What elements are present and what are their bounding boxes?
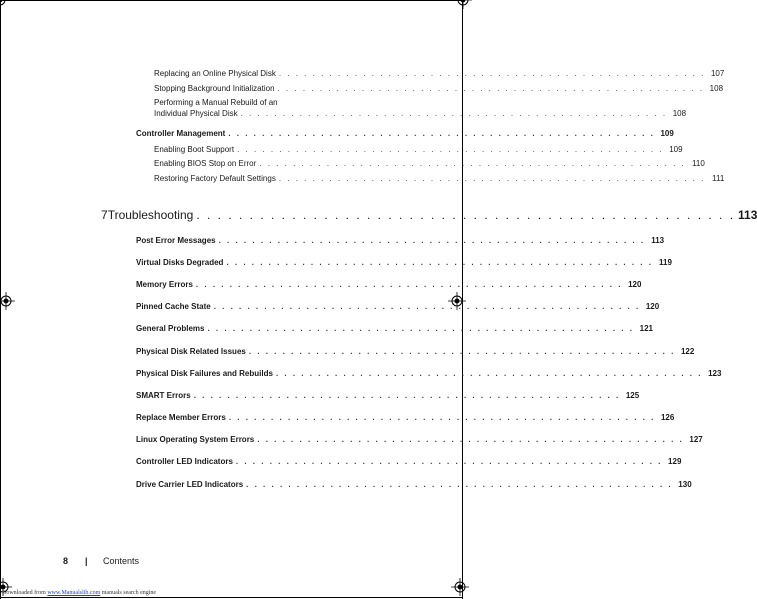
toc-entry-page: 107 <box>710 69 725 78</box>
toc-entry-label: Restoring Factory Default Settings <box>154 174 276 183</box>
toc-section-page: 127 <box>689 435 703 444</box>
toc-section-entry[interactable] <box>136 413 675 423</box>
toc-section-label: Post Error Messages <box>136 236 216 245</box>
toc-section-page: 113 <box>651 236 665 245</box>
toc-section-entry[interactable] <box>136 324 653 334</box>
toc-section-label: Controller Management <box>136 129 226 138</box>
toc-leader-dots: . . . . . . . . . . . . . . . . . . . . . . . . . . . . . . . . . . . . . . . . . . . . . . . . . . . <box>213 302 641 311</box>
registration-mark-top-left-icon <box>0 0 9 9</box>
toc-section-entry[interactable] <box>136 280 642 290</box>
toc-section-entry[interactable] <box>136 129 674 139</box>
toc-section-entry[interactable] <box>136 347 695 357</box>
toc-entry[interactable] <box>154 174 725 184</box>
registration-mark-left-middle-icon <box>0 292 15 310</box>
toc-section-page: 130 <box>678 480 692 489</box>
toc-section-label: Replace Member Errors <box>136 413 226 422</box>
toc-entry-label: Individual Physical Disk <box>154 109 238 118</box>
watermark-suffix: manuals search engine <box>100 590 157 596</box>
toc-leader-dots: . . . . . . . . . . . . . . . . . . . . . . . . . . . . . . . . . . . . . . . . . . . . . . . . . . . <box>248 347 676 356</box>
toc-leader-dots: . . . . . . . . . . . . . . . . . . . . . . . . . . . . . . . . . . . . . . . . . . . . . . . . . . . <box>240 109 668 118</box>
toc-section-label: Physical Disk Related Issues <box>136 347 246 356</box>
toc-leader-dots: . . . . . . . . . . . . . . . . . . . . . . . . . . . . . . . . . . . . . . . . . . . . . . . . . . . <box>207 324 634 333</box>
toc-leader-dots: . . . . . . . . . . . . . . . . . . . . . . . . . . . . . . . . . . . . . . . . . . . . . . . . . . . <box>218 236 646 245</box>
toc-section-page: 119 <box>659 258 672 267</box>
registration-mark-bottom-right-icon <box>451 578 469 596</box>
footer-section-name: Contents <box>103 556 140 566</box>
toc-section-entry[interactable] <box>136 457 682 467</box>
toc-section-entry[interactable] <box>136 258 672 268</box>
toc-leader-dots: . . . . . . . . . . . . . . . . . . . . . . . . . . . . . . . . . . . . . . . . . . . . . . . . . . . <box>257 435 684 444</box>
toc-entry-page: 109 <box>669 145 683 154</box>
toc-section-label: Virtual Disks Degraded <box>136 258 224 267</box>
toc-entry-label: Replacing an Online Physical Disk <box>154 69 276 78</box>
toc-leader-dots: . . . . . . . . . . . . . . . . . . . . . . . . . . . . . . . . . . . . . . . . . . . . . . . . . . . <box>275 369 703 378</box>
toc-leader-dots: . . . . . . . . . . . . . . . . . . . . . . . . . . . . . . . . . . . . . . . . . . . . . . . . . . . <box>259 159 686 168</box>
chapter-number: 7 <box>101 208 108 222</box>
toc-section-entry[interactable] <box>136 391 640 401</box>
toc-entry-page: 110 <box>692 159 705 168</box>
registration-mark-top-right-icon <box>454 0 472 9</box>
toc-entry-label: Enabling Boot Support <box>154 145 235 154</box>
toc-section-page: 109 <box>660 129 674 138</box>
toc-entry[interactable] <box>154 159 705 169</box>
toc-section-entry[interactable] <box>136 236 665 246</box>
toc-entry[interactable] <box>154 145 683 155</box>
toc-section-page: 125 <box>625 391 640 400</box>
toc-leader-dots: . . . . . . . . . . . . . . . . . . . . . . . . . . . . . . . . . . . . . . . . . . . . . . . . . . . <box>228 129 655 138</box>
chapter-title: Troubleshooting <box>107 208 194 222</box>
toc-section-page: 121 <box>639 324 653 333</box>
toc-leader-dots: . . . . . . . . . . . . . . . . . . . . . . . . . . . . . . . . . . . . . . . . . . . . . . . . . . . <box>278 69 706 78</box>
footer-page-number: 8 <box>63 556 69 566</box>
toc-section-page: 120 <box>645 302 660 311</box>
toc-section-label: Memory Errors <box>136 280 193 289</box>
toc-leader-dots: . . . . . . . . . . . . . . . . . . . . . . . . . . . . . . . . . . . . . . . . . . . . . . . . . . . <box>195 280 623 289</box>
toc-section-entry[interactable] <box>136 369 722 379</box>
toc-entry[interactable] <box>154 69 725 79</box>
toc-leader-dots: . . . . . . . . . . . . . . . . . . . . . . . . . . . . . . . . . . . . . . . . . . . . . . . . . . . <box>193 391 621 400</box>
toc-section-page: 129 <box>668 457 682 466</box>
toc-section-label: Drive Carrier LED Indicators <box>136 480 244 489</box>
toc-section-label: Controller LED Indicators <box>136 457 233 466</box>
toc-entry[interactable] <box>154 109 687 119</box>
toc-leader-dots: . . . . . . . . . . . . . . . . . . . . . . . . . . . . . . . . . . . . . . . . . . . . . . . . . . . <box>235 457 663 466</box>
toc-section-page: 126 <box>660 413 675 422</box>
watermark-link[interactable]: www.Manualslib.com <box>47 590 101 596</box>
toc-leader-dots: . . . . . . . . . . . . . . . . . . . . . . . . . . . . . . . . . . . . . . . . . . . . . . . . . . . <box>228 413 656 422</box>
chapter-page: 113 <box>738 208 757 222</box>
toc-chapter-entry[interactable] <box>101 208 757 223</box>
toc-section-page: 122 <box>680 347 695 356</box>
toc-leader-dots: . . . . . . . . . . . . . . . . . . . . . . . . . . . . . . . . . . . . . . . . . . . . . . . . . . . <box>277 84 705 93</box>
toc-leader-dots: . . . . . . . . . . . . . . . . . . . . . . . . . . . . . . . . . . . . . . . . . . . . . . . . . . . <box>226 258 653 267</box>
watermark-prefix: Downloaded from <box>2 590 48 596</box>
toc-section-label: Physical Disk Failures and Rebuilds <box>136 369 273 378</box>
toc-entry-label: Enabling BIOS Stop on Error <box>154 159 257 168</box>
toc-leader-dots: . . . . . . . . . . . . . . . . . . . . . . . . . . . . . . . . . . . . . . . . . . . . . . . . . . . <box>196 208 736 222</box>
download-watermark <box>2 589 156 597</box>
toc-section-entry[interactable] <box>136 435 703 445</box>
trim-line-top <box>0 0 463 1</box>
toc-entry[interactable] <box>154 84 724 94</box>
toc-section-label: SMART Errors <box>136 391 191 400</box>
footer-separator: | <box>85 556 88 566</box>
toc-entry-label-line1: Performing a Manual Rebuild of an <box>154 98 278 107</box>
toc-entry-page: 108 <box>709 84 724 93</box>
toc-leader-dots: . . . . . . . . . . . . . . . . . . . . . . . . . . . . . . . . . . . . . . . . . . . . . . . . . . . <box>237 145 664 154</box>
toc-leader-dots: . . . . . . . . . . . . . . . . . . . . . . . . . . . . . . . . . . . . . . . . . . . . . . . . . . . <box>246 480 673 489</box>
toc-section-page: 123 <box>708 369 722 378</box>
toc-section-label: General Problems <box>136 324 205 333</box>
toc-entry-page: 108 <box>672 109 687 118</box>
toc-entry-page: 111 <box>712 174 725 183</box>
toc-section-label: Linux Operating System Errors <box>136 435 255 444</box>
trim-line-bottom <box>0 597 463 598</box>
toc-section-label: Pinned Cache State <box>136 302 211 311</box>
toc-entry-label: Stopping Background Initialization <box>154 84 275 93</box>
trim-line-left <box>0 0 1 599</box>
toc-section-entry[interactable] <box>136 302 660 312</box>
toc-leader-dots: . . . . . . . . . . . . . . . . . . . . . . . . . . . . . . . . . . . . . . . . . . . . . . . . . . . <box>278 174 706 183</box>
toc-section-page: 120 <box>628 280 642 289</box>
toc-section-entry[interactable] <box>136 480 692 490</box>
